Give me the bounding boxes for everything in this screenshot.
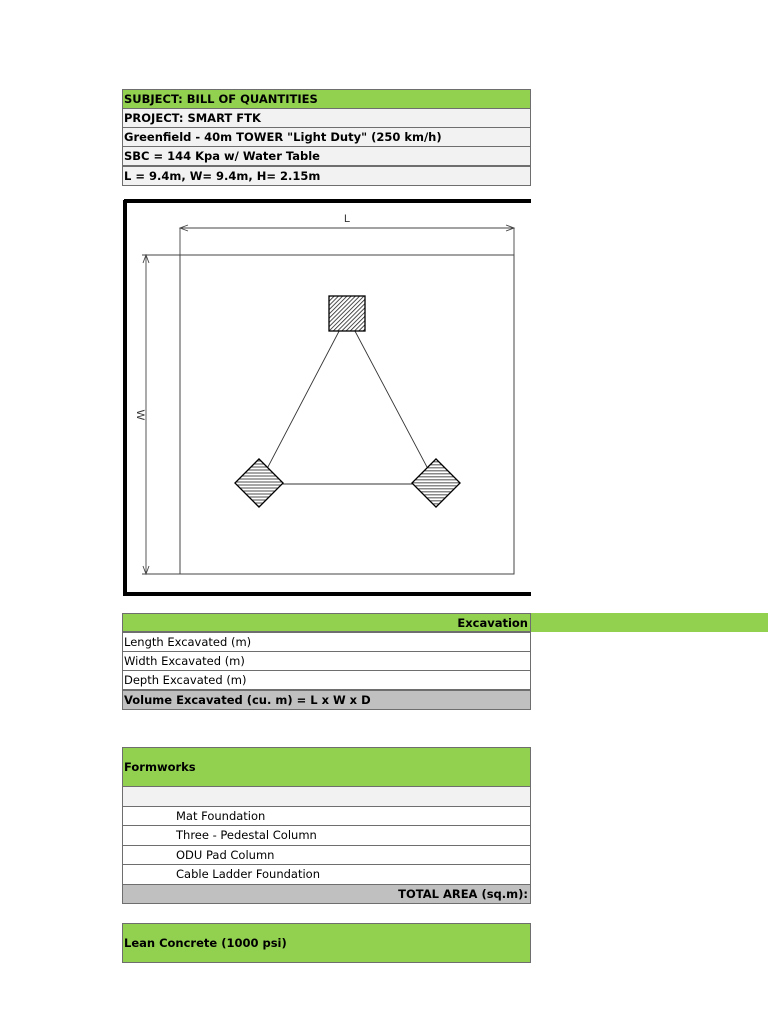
lean-concrete-section (122, 923, 531, 950)
cable-ladder-cell[interactable]: Cable Ladder Foundation (122, 864, 531, 885)
site-cell[interactable]: Greenfield - 40m TOWER "Light Duty" (250 km/h) (122, 127, 531, 147)
excavation-title[interactable]: Excavation (122, 613, 531, 632)
width-label: W (134, 409, 146, 421)
top-pedestal (329, 296, 365, 331)
pedestal-triangle (259, 316, 436, 484)
project-cell[interactable]: PROJECT: SMART FTK (122, 108, 531, 128)
pedestal-column-cell[interactable]: Three - Pedestal Column (122, 825, 531, 846)
odu-pad-column-cell[interactable]: ODU Pad Column (122, 845, 531, 865)
length-excavated-cell[interactable]: Length Excavated (m) (122, 632, 531, 652)
sbc-cell[interactable]: SBC = 144 Kpa w/ Water Table (122, 146, 531, 166)
subject-cell[interactable]: SUBJECT: BILL OF QUANTITIES (122, 89, 531, 109)
length-label: L (343, 213, 351, 225)
left-pedestal (235, 459, 283, 507)
width-excavated-cell[interactable]: Width Excavated (m) (122, 651, 531, 671)
lean-concrete-title[interactable]: Lean Concrete (1000 psi) (122, 923, 531, 963)
right-pedestal (412, 459, 460, 507)
formworks-title[interactable]: Formworks (122, 747, 531, 787)
length-dimension (180, 225, 514, 255)
formworks-blank-row[interactable] (122, 786, 531, 807)
mat-foundation-cell[interactable]: Mat Foundation (122, 806, 531, 826)
dimensions-cell[interactable]: L = 9.4m, W= 9.4m, H= 2.15m (122, 166, 531, 186)
total-area-cell[interactable]: TOTAL AREA (sq.m): (122, 884, 531, 904)
foundation-diagram[interactable] (122, 198, 531, 598)
volume-excavated-cell[interactable]: Volume Excavated (cu. m) = L x W x D (122, 690, 531, 710)
depth-excavated-cell[interactable]: Depth Excavated (m) (122, 670, 531, 690)
width-dimension (142, 255, 180, 574)
